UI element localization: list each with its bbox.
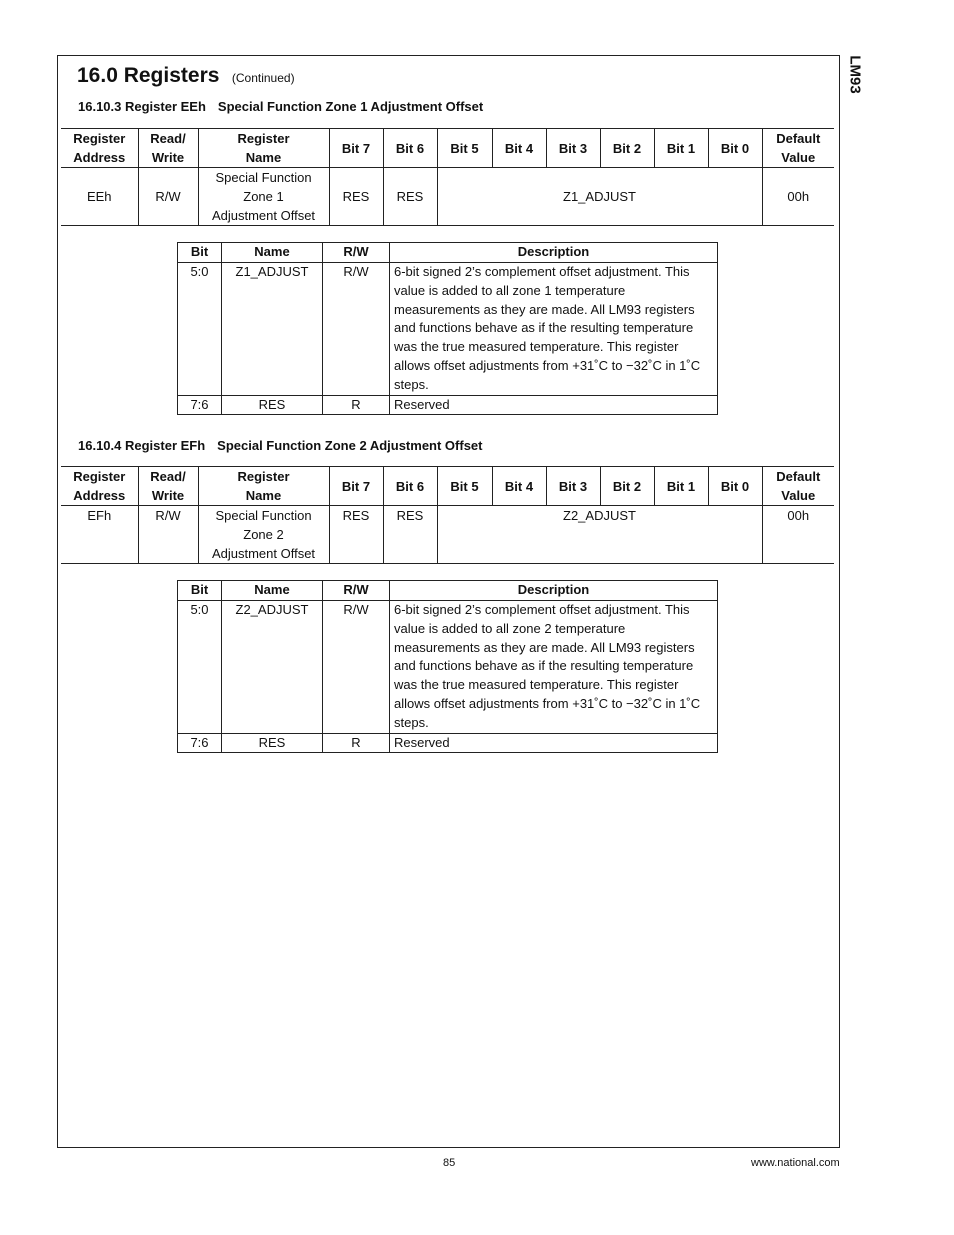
header-bit7: Bit 7 xyxy=(329,467,383,506)
side-tab xyxy=(846,55,866,98)
row-name: Z2_ADJUST xyxy=(222,601,323,734)
subsection-heading-1 xyxy=(78,99,483,114)
register-header-row xyxy=(61,467,834,506)
register-table-eeh xyxy=(61,128,834,226)
header-bit6: Bit 6 xyxy=(383,129,437,168)
bit-description-table-efh xyxy=(177,580,718,753)
subsection-title: Special Function Zone 2 Adjustment Offset xyxy=(217,438,483,453)
register-table-efh xyxy=(61,466,834,564)
subsection-title: Special Function Zone 1 Adjustment Offset xyxy=(217,99,484,114)
register-name: Special Function Zone 1 Adjustment Offset xyxy=(198,168,329,226)
header-register-name: Register Name xyxy=(198,129,329,168)
row-description: Reserved xyxy=(390,733,718,753)
row-rw: R/W xyxy=(323,601,390,734)
row-description: 6-bit signed 2’s complement offset adjustment. This value is added to all zone 2 temperature measurements as they are made. All LM93 registers and functions behave as if the resulting temperature was the true measured temperature. This register allows offset adjustments from +31˚C to −32˚C in 1˚C steps. xyxy=(390,601,718,734)
desc-header-description: Description xyxy=(390,581,718,601)
desc-header-name: Name xyxy=(222,581,323,601)
table-row xyxy=(178,263,718,396)
row-rw: R/W xyxy=(323,263,390,396)
desc-header-bit: Bit xyxy=(178,581,222,601)
row-rw: R xyxy=(323,733,390,753)
register-default: 00h xyxy=(762,506,834,564)
register-data-row xyxy=(61,168,834,226)
register-bits-5-0: Z1_ADJUST xyxy=(437,168,762,226)
header-bit2: Bit 2 xyxy=(600,129,654,168)
header-bit4: Bit 4 xyxy=(492,467,546,506)
desc-header-rw: R/W xyxy=(323,581,390,601)
header-bit4: Bit 4 xyxy=(492,129,546,168)
page-title xyxy=(77,64,295,88)
register-bit6: RES xyxy=(383,168,437,226)
register-bit7: RES xyxy=(329,168,383,226)
header-read-write: Read/ Write xyxy=(138,467,198,506)
register-bits-5-0: Z2_ADJUST xyxy=(437,506,762,564)
register-header-row xyxy=(61,129,834,168)
register-address: EEh xyxy=(61,168,138,226)
register-address: EFh xyxy=(61,506,138,564)
desc-header-description: Description xyxy=(390,243,718,263)
row-description: Reserved xyxy=(390,395,718,415)
header-bit7: Bit 7 xyxy=(329,129,383,168)
register-data-row xyxy=(61,506,834,564)
header-bit6: Bit 6 xyxy=(383,467,437,506)
header-bit1: Bit 1 xyxy=(654,129,708,168)
header-bit0: Bit 0 xyxy=(708,467,762,506)
table-row xyxy=(178,733,718,753)
row-name: RES xyxy=(222,733,323,753)
header-read-write: Read/ Write xyxy=(138,129,198,168)
subsection-number: 16.10.4 Register EFh xyxy=(78,438,206,453)
page-number: 85 xyxy=(443,1157,456,1169)
row-name: Z1_ADJUST xyxy=(222,263,323,396)
header-bit5: Bit 5 xyxy=(437,129,492,168)
register-bit6: RES xyxy=(383,506,437,564)
desc-header-name: Name xyxy=(222,243,323,263)
row-bit: 7:6 xyxy=(178,733,222,753)
register-rw: R/W xyxy=(138,168,198,226)
desc-header-rw: R/W xyxy=(323,243,390,263)
header-register-name: Register Name xyxy=(198,467,329,506)
desc-header-row xyxy=(178,243,718,263)
register-bit7: RES xyxy=(329,506,383,564)
desc-header-row xyxy=(178,581,718,601)
table-row xyxy=(178,601,718,734)
register-default: 00h xyxy=(762,168,834,226)
header-bit5: Bit 5 xyxy=(437,467,492,506)
subsection-number: 16.10.3 Register EEh xyxy=(78,99,206,114)
header-bit2: Bit 2 xyxy=(600,467,654,506)
header-bit1: Bit 1 xyxy=(654,467,708,506)
bit-description-table-eeh xyxy=(177,242,718,415)
footer-url-link[interactable]: www.national.com xyxy=(751,1157,840,1169)
section-title: 16.0 Registers xyxy=(77,64,220,87)
header-bit3: Bit 3 xyxy=(546,129,600,168)
desc-header-bit: Bit xyxy=(178,243,222,263)
header-default-value: Default Value xyxy=(762,129,834,168)
row-description: 6-bit signed 2’s complement offset adjustment. This value is added to all zone 1 temperature measurements as they are made. All LM93 registers and functions behave as if the resulting temperature was the true measured temperature. This register allows offset adjustments from +31˚C to −32˚C in 1˚C steps. xyxy=(390,263,718,396)
row-name: RES xyxy=(222,395,323,415)
row-rw: R xyxy=(323,395,390,415)
header-bit0: Bit 0 xyxy=(708,129,762,168)
continued-label: (Continued) xyxy=(231,71,295,85)
row-bit: 7:6 xyxy=(178,395,222,415)
row-bit: 5:0 xyxy=(178,601,222,734)
register-name: Special Function Zone 2 Adjustment Offset xyxy=(198,506,329,564)
side-label: LM93 xyxy=(846,55,864,94)
row-bit: 5:0 xyxy=(178,263,222,396)
header-bit3: Bit 3 xyxy=(546,467,600,506)
register-rw: R/W xyxy=(138,506,198,564)
table-row xyxy=(178,395,718,415)
header-register-address: Register Address xyxy=(61,129,138,168)
header-register-address: Register Address xyxy=(61,467,138,506)
subsection-heading-2 xyxy=(78,438,483,453)
header-default-value: Default Value xyxy=(762,467,834,506)
